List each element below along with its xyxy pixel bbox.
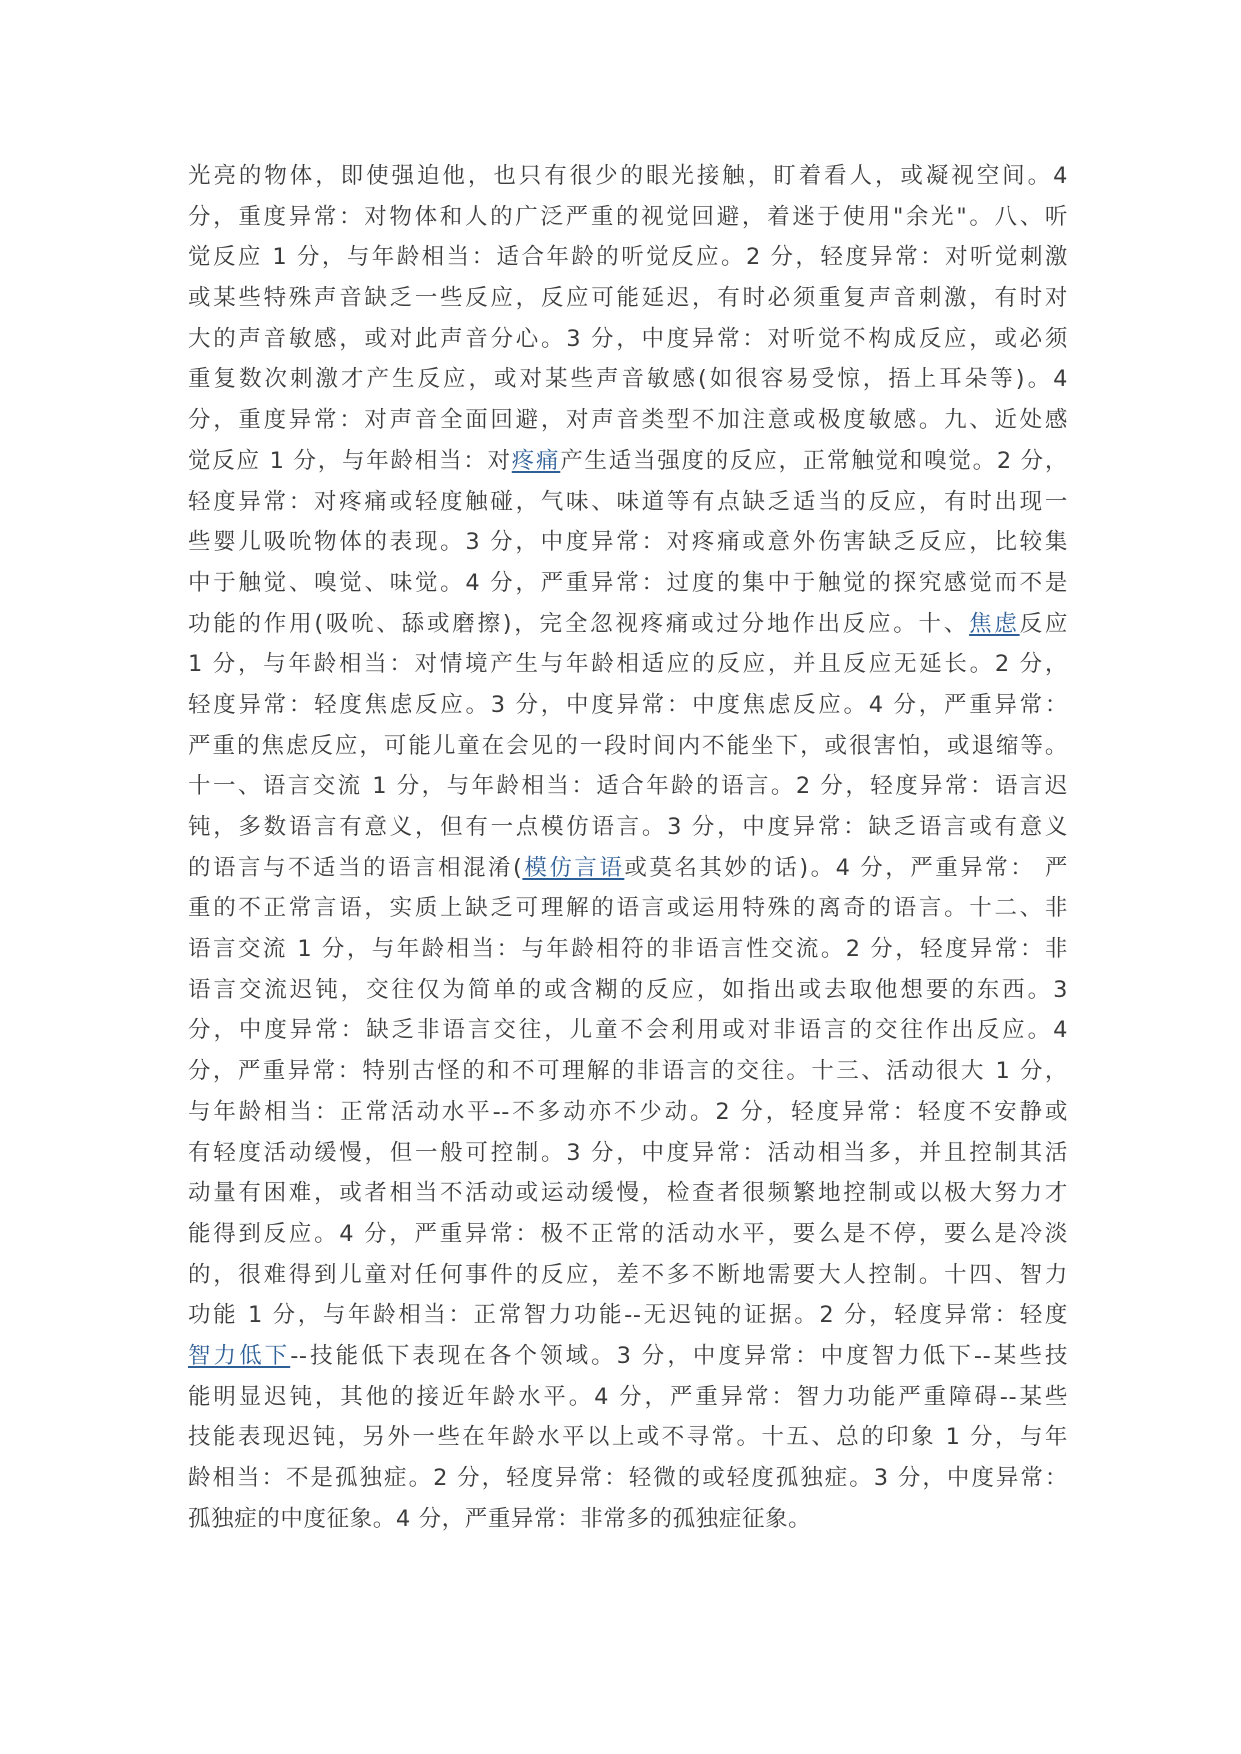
text-line — [188, 563, 1068, 604]
text-line — [188, 237, 1068, 278]
text-line — [188, 766, 1068, 807]
text-run: 觉反应 1 分，与年龄相当：对 — [188, 447, 512, 474]
text-run: 大的声音敏感，或对此声音分心。3 分，中度异常：对听觉不构成反应，或必须 — [188, 325, 1068, 352]
glossary-link[interactable]: 疼痛 — [511, 447, 561, 474]
text-line — [188, 1214, 1068, 1255]
text-line — [188, 1458, 1068, 1499]
text-run: 严重的焦虑反应，可能儿童在会见的一段时间内不能坐下，或很害怕，或退缩等。 — [188, 732, 1068, 759]
text-line — [188, 319, 1068, 360]
text-run: 分，重度异常：对声音全面回避，对声音类型不加注意或极度敏感。九、近处感 — [188, 407, 1068, 434]
text-run: 分，严重异常：特别古怪的和不可理解的非语言的交往。十三、活动很大 1 分， — [188, 1058, 1068, 1085]
text-line — [188, 482, 1068, 523]
text-line — [188, 156, 1068, 197]
text-run: 1 分，与年龄相当：对情境产生与年龄相适应的反应，并且反应无延长。2 分， — [188, 651, 1068, 678]
body-text — [188, 156, 1068, 1539]
text-line — [188, 1255, 1068, 1296]
text-run: 的，很难得到儿童对任何事件的反应，差不多不断地需要大人控制。十四、智力 — [188, 1261, 1068, 1288]
text-run: 十一、语言交流 1 分，与年龄相当：适合年龄的语言。2 分，轻度异常：语言迟 — [188, 773, 1068, 800]
text-line — [188, 970, 1068, 1011]
text-run: 或莫名其妙的话)。4 分，严重异常： 严 — [624, 854, 1068, 881]
text-run: 能得到反应。4 分，严重异常：极不正常的活动水平，要么是不停，要么是冷淡 — [188, 1220, 1068, 1247]
text-run: 的语言与不适当的语言相混淆( — [188, 854, 523, 881]
text-run: 分，重度异常：对物体和人的广泛严重的视觉回避，着迷于使用"余光"。八、听 — [188, 203, 1068, 230]
text-run: 觉反应 1 分，与年龄相当：适合年龄的听觉反应。2 分，轻度异常：对听觉刺激 — [188, 244, 1068, 271]
text-line — [188, 1010, 1068, 1051]
text-run: 孤独症的中度征象。4 分，严重异常：非常多的孤独症征象。 — [188, 1505, 812, 1532]
text-line — [188, 197, 1068, 238]
text-run: 或某些特殊声音缺乏一些反应，反应可能延迟，有时必须重复声音刺激，有时对 — [188, 285, 1068, 312]
text-line — [188, 807, 1068, 848]
text-line — [188, 359, 1068, 400]
text-line — [188, 400, 1068, 441]
text-line — [188, 1133, 1068, 1174]
text-run: 轻度异常：轻度焦虑反应。3 分，中度异常：中度焦虑反应。4 分，严重异常： — [188, 691, 1068, 718]
text-run: 重复数次刺激才产生反应，或对某些声音敏感(如很容易受惊，捂上耳朵等)。4 — [188, 366, 1068, 393]
text-line — [188, 1377, 1068, 1418]
text-line — [188, 1295, 1068, 1336]
text-run: 光亮的物体，即使强迫他，也只有很少的眼光接触，盯着看人，或凝视空间。4 — [188, 163, 1068, 189]
text-line — [188, 441, 1068, 482]
text-line — [188, 888, 1068, 929]
text-run: 功能的作用(吸吮、舔或磨擦)，完全忽视疼痛或过分地作出反应。十、 — [188, 610, 970, 637]
text-line — [188, 1173, 1068, 1214]
text-line — [188, 848, 1068, 889]
text-line — [188, 929, 1068, 970]
text-run: 反应 — [1019, 610, 1069, 637]
text-line — [188, 644, 1068, 685]
text-run: 语言交流 1 分，与年龄相当：与年龄相符的非语言性交流。2 分，轻度异常：非 — [188, 936, 1068, 963]
text-line — [188, 685, 1068, 726]
text-run: 功能 1 分，与年龄相当：正常智力功能--无迟钝的证据。2 分，轻度异常：轻度 — [188, 1302, 1068, 1329]
text-run: 产生适当强度的反应，正常触觉和嗅觉。2 分， — [560, 447, 1069, 474]
text-line — [188, 278, 1068, 319]
text-line — [188, 1417, 1068, 1458]
text-run: 钝，多数语言有意义，但有一点模仿语言。3 分，中度异常：缺乏语言或有意义 — [188, 814, 1068, 840]
text-run: 有轻度活动缓慢，但一般可控制。3 分，中度异常：活动相当多，并且控制其活 — [188, 1139, 1068, 1166]
text-line — [188, 1336, 1068, 1377]
text-run: 轻度异常：对疼痛或轻度触碰，气味、味道等有点缺乏适当的反应，有时出现一 — [188, 488, 1068, 515]
text-line — [188, 522, 1068, 563]
glossary-link[interactable]: 智力低下 — [188, 1342, 291, 1369]
glossary-link[interactable]: 焦虑 — [969, 610, 1020, 637]
text-run: 分，中度异常：缺乏非语言交往，儿童不会利用或对非语言的交往作出反应。4 — [188, 1017, 1068, 1044]
text-line — [188, 1499, 1068, 1540]
text-line — [188, 1092, 1068, 1133]
text-line — [188, 726, 1068, 767]
text-run: --技能低下表现在各个领域。3 分，中度异常：中度智力低下--某些技 — [290, 1342, 1068, 1369]
text-run: 技能表现迟钝，另外一些在年龄水平以上或不寻常。十五、总的印象 1 分，与年 — [188, 1424, 1068, 1451]
text-line — [188, 1051, 1068, 1092]
text-run: 重的不正常言语，实质上缺乏可理解的语言或运用特殊的离奇的语言。十二、非 — [188, 895, 1068, 922]
glossary-link[interactable]: 模仿言语 — [522, 854, 625, 881]
text-run: 龄相当：不是孤独症。2 分，轻度异常：轻微的或轻度孤独症。3 分，中度异常： — [188, 1465, 1068, 1491]
text-run: 能明显迟钝，其他的接近年龄水平。4 分，严重异常：智力功能严重障碍--某些 — [188, 1383, 1068, 1410]
text-run: 与年龄相当：正常活动水平--不多动亦不少动。2 分，轻度异常：轻度不安静或 — [188, 1098, 1069, 1125]
text-run: 些婴儿吸吮物体的表现。3 分，中度异常：对疼痛或意外伤害缺乏反应，比较集 — [188, 529, 1068, 556]
text-run: 中于触觉、嗅觉、味觉。4 分，严重异常：过度的集中于触觉的探究感觉而不是 — [188, 569, 1068, 596]
text-run: 语言交流迟钝，交往仅为简单的或含糊的反应，如指出或去取他想要的东西。3 — [188, 976, 1068, 1003]
text-line — [188, 604, 1068, 645]
text-run: 动量有困难，或者相当不活动或运动缓慢，检查者很频繁地控制或以极大努力才 — [188, 1180, 1068, 1207]
